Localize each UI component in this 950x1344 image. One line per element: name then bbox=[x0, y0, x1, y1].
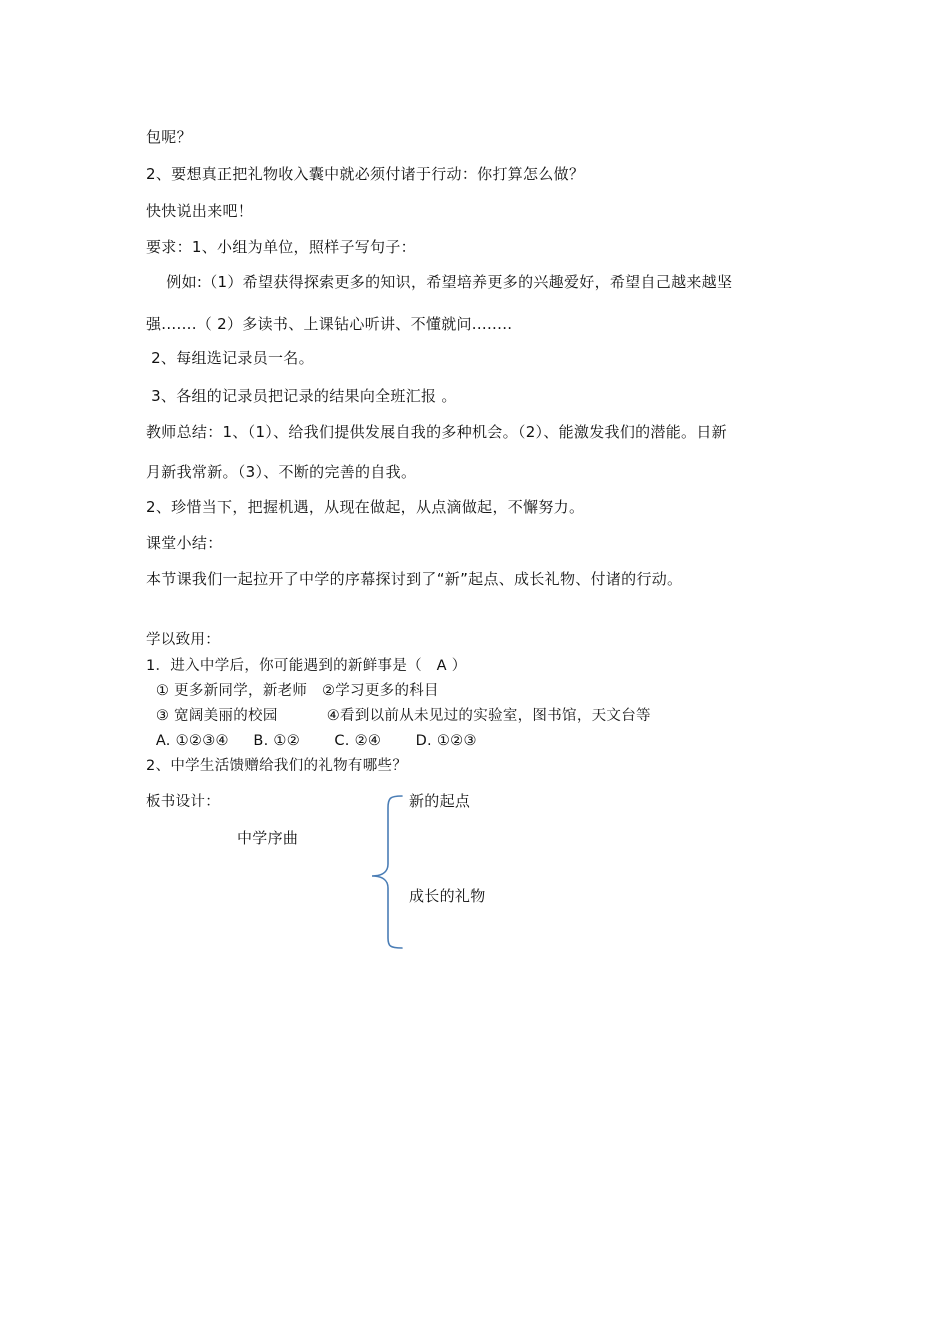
board-main-title: 中学序曲 bbox=[237, 829, 299, 847]
quiz-question-1: 1．进入中学后，你可能遇到的新鲜事是（ A ） bbox=[146, 658, 467, 674]
text-line-7: 2、每组选记录员一名。 bbox=[146, 349, 314, 367]
quiz-heading: 学以致用： bbox=[146, 632, 220, 648]
quiz-options-row-1: ① 更多新同学，新老师 ②学习更多的科目 bbox=[146, 683, 439, 699]
text-line-2: 2、要想真正把礼物收入囊中就必须付诸于行动：你打算怎么做？ bbox=[146, 165, 585, 183]
text-line-11: 2、珍惜当下，把握机遇，从现在做起，从点滴做起，不懈努力。 bbox=[146, 498, 585, 516]
quiz-options-row-2: ③ 宽阔美丽的校园 ④看到以前从未见过的实验室，图书馆，天文台等 bbox=[146, 708, 651, 724]
text-line-6: 强.......（ 2）多读书、上课钻心听讲、不懂就问........ bbox=[146, 315, 513, 333]
board-branch-bottom: 成长的礼物 bbox=[409, 887, 486, 905]
text-line-8: 3、各组的记录员把记录的结果向全班汇报 。 bbox=[146, 387, 457, 405]
text-line-1: 包呢？ bbox=[146, 128, 192, 146]
board-design-label: 板书设计： bbox=[146, 794, 220, 810]
text-line-13: 本节课我们一起拉开了中学的序幕探讨到了“新”起点、成长礼物、付诸的行动。 bbox=[146, 570, 683, 588]
board-brace-icon bbox=[362, 786, 412, 952]
text-line-12: 课堂小结： bbox=[146, 534, 223, 552]
quiz-choices: A. ①②③④ B. ①② C. ②④ D. ①②③ bbox=[146, 733, 477, 749]
text-line-4: 要求：1、小组为单位，照样子写句子： bbox=[146, 238, 416, 256]
quiz-question-2: 2、中学生活馈赠给我们的礼物有哪些？ bbox=[146, 758, 408, 774]
board-branch-top: 新的起点 bbox=[409, 792, 471, 810]
text-line-5: 例如:（1）希望获得探索更多的知识，希望培养更多的兴趣爱好，希望自己越来越坚 bbox=[146, 273, 733, 291]
text-line-3: 快快说出来吧！ bbox=[146, 202, 254, 220]
text-line-9: 教师总结：1、（1）、给我们提供发展自我的多种机会。（2）、能激发我们的潜能。日新 bbox=[146, 423, 727, 441]
text-line-10: 月新我常新。（3）、不断的完善的自我。 bbox=[146, 463, 417, 481]
